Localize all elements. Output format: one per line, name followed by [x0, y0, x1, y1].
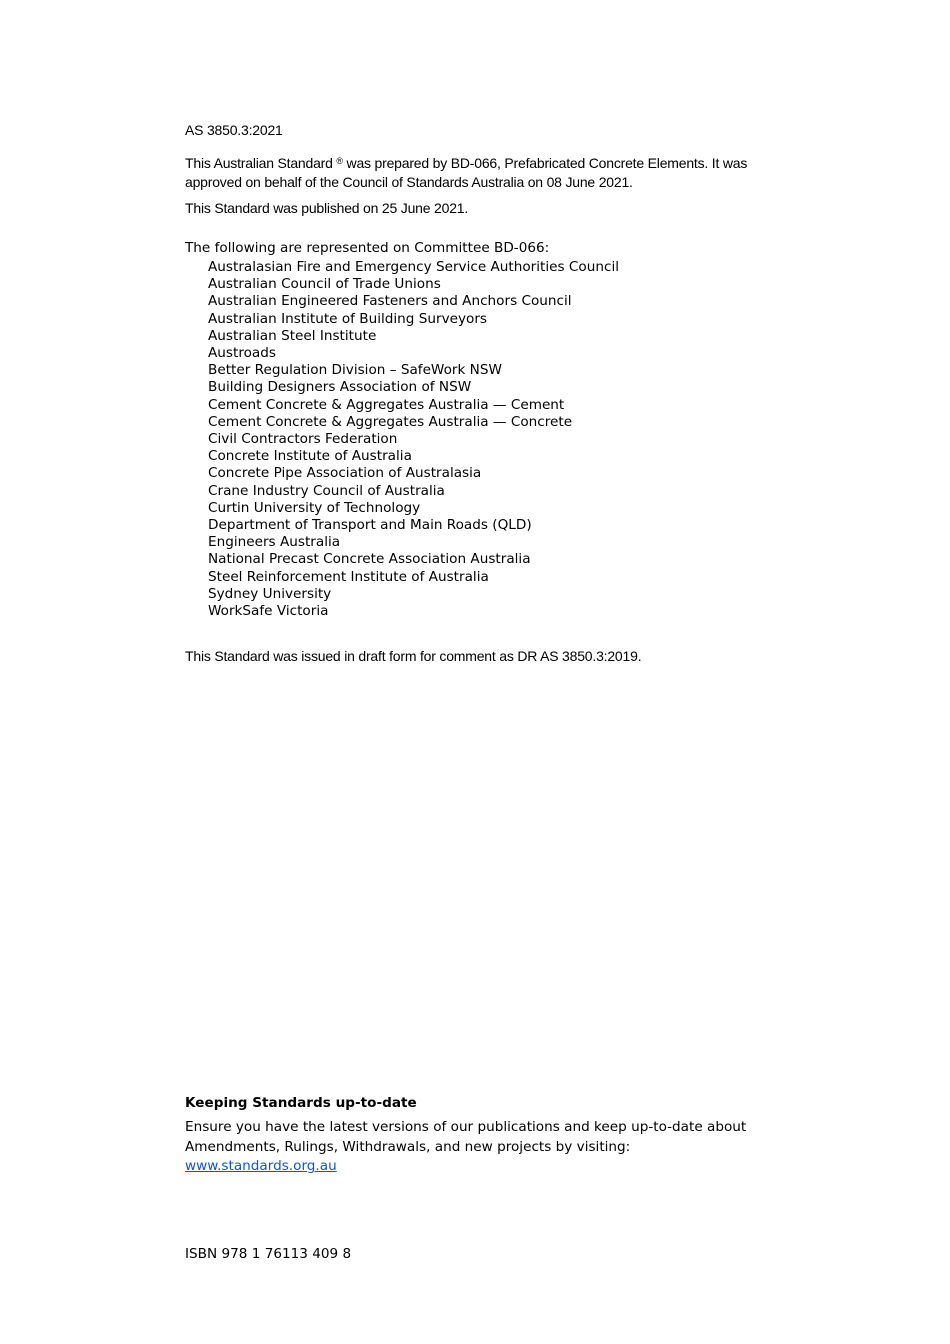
- committee-member: Steel Reinforcement Institute of Australia: [208, 568, 489, 585]
- committee-member: Cement Concrete & Aggregates Australia — Cement: [208, 396, 565, 413]
- keeping-standards-heading: Keeping Standards up-to-date: [185, 1095, 417, 1111]
- committee-member: Australian Steel Institute: [208, 327, 377, 344]
- isbn-number: ISBN 978 1 76113 409 8: [185, 1246, 352, 1262]
- committee-member: Cement Concrete & Aggregates Australia — Concrete: [208, 413, 573, 430]
- committee-member: Sydney University: [208, 585, 332, 602]
- committee-member: Austroads: [208, 345, 276, 362]
- document-id: AS 3850.3:2021: [185, 122, 283, 138]
- committee-member: Department of Transport and Main Roads (QLD): [208, 517, 532, 534]
- publication-statement: This Standard was published on 25 June 2021.: [185, 200, 469, 216]
- preparation-statement: [185, 154, 765, 192]
- registered-mark: ®: [336, 156, 343, 166]
- preparation-statement-start: This Australian Standard: [185, 155, 337, 171]
- committee-member-list: [208, 259, 619, 620]
- committee-member: Concrete Pipe Association of Australasia: [208, 465, 482, 482]
- committee-member: WorkSafe Victoria: [208, 603, 329, 620]
- committee-member: Concrete Institute of Australia: [208, 448, 412, 465]
- draft-statement: This Standard was issued in draft form for comment as DR AS 3850.3:2019.: [185, 648, 642, 664]
- committee-member: Building Designers Association of NSW: [208, 379, 472, 396]
- committee-member: Curtin University of Technology: [208, 499, 421, 516]
- keeping-standards-line-2: Amendments, Rulings, Withdrawals, and new projects by visiting:: [185, 1138, 631, 1155]
- keeping-standards-line-1: Ensure you have the latest versions of our publications and keep up-to-date about: [185, 1119, 747, 1135]
- committee-member: National Precast Concrete Association Australia: [208, 551, 531, 568]
- committee-member: Civil Contractors Federation: [208, 431, 398, 448]
- committee-intro: The following are represented on Committee BD-066:: [185, 240, 550, 256]
- committee-member: Crane Industry Council of Australia: [208, 482, 445, 499]
- committee-member: Australian Council of Trade Unions: [208, 276, 441, 293]
- committee-member: Australian Institute of Building Surveyors: [208, 310, 488, 327]
- committee-member: Engineers Australia: [208, 534, 341, 551]
- standards-website-link[interactable]: www.standards.org.au: [185, 1158, 337, 1175]
- committee-member: Australian Engineered Fasteners and Anchors Council: [208, 293, 572, 310]
- keeping-standards-body: [185, 1118, 785, 1177]
- committee-member: Australasian Fire and Emergency Service Authorities Council: [208, 259, 619, 275]
- committee-member: Better Regulation Division – SafeWork NSW: [208, 362, 502, 379]
- preparation-statement-end: was prepared by BD-066, Prefabricated Concrete Elements. It was approved on behalf of the Council of Standards Australia on 08 June 2021.: [185, 155, 748, 190]
